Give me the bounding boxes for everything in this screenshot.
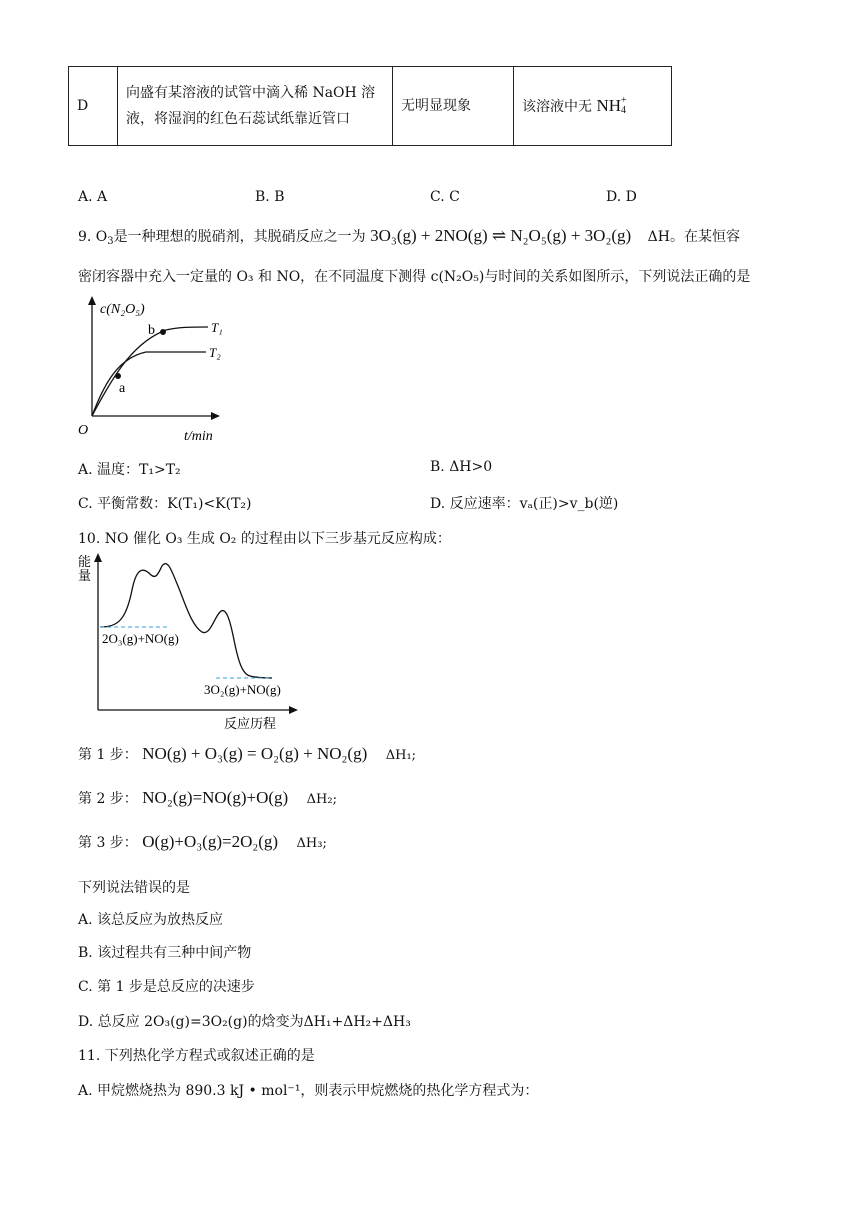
choice-b: B. B (255, 189, 285, 205)
operation-line-1: 向盛有某溶液的试管中滴入稀 NaOH 溶 (126, 85, 376, 101)
choice-c: C. C (430, 189, 460, 205)
y-label-2: 量 (78, 568, 92, 583)
step-1: 第 1 步： NO(g) + O₃(g) = O₂(g) + NO₂(g) ΔH₁; (78, 744, 417, 763)
x-axis-arrow (289, 706, 298, 714)
point-b (160, 329, 166, 335)
q10-option-d: D. 总反应 2O₃(g)=3O₂(g)的焓变为ΔH₁+ΔH₂+ΔH₃ (78, 1014, 411, 1030)
options-table (68, 66, 672, 146)
step-2: 第 2 步： NO₂(g)=NO(g)+O(g) ΔH₂; (78, 788, 337, 807)
operation-line-2: 液，将湿润的红色石蕊试纸靠近管口 (126, 111, 350, 127)
curve-t1 (92, 327, 208, 416)
conclusion-text: 该溶液中无 (522, 98, 592, 115)
choice-a: A. A (78, 189, 108, 205)
operation-cell (118, 67, 393, 146)
end-label: 3O₂(g)+NO(g) (204, 682, 281, 697)
q10-option-a: A. 该总反应为放热反应 (78, 912, 224, 928)
x-label: 反应历程 (224, 716, 277, 731)
t1-label: T₁ (211, 320, 223, 335)
curve-t2 (92, 352, 206, 416)
q10-option-b: B. 该过程共有三种中间产物 (78, 945, 252, 961)
q10-option-c: C. 第 1 步是总反应的决速步 (78, 979, 255, 995)
point-a-label: a (119, 381, 126, 396)
start-label: 2O₃(g)+NO(g) (102, 631, 179, 646)
q9-option-d: D. 反应速率：vₐ(正)>v_b(逆) (430, 496, 619, 512)
q9-option-a: A. 温度：T₁>T₂ (78, 462, 181, 478)
y-axis-arrow (88, 296, 96, 305)
y-label: c(N₂O₅) (100, 302, 145, 317)
y-label-1: 能 (78, 554, 92, 569)
y-axis-arrow (94, 553, 102, 562)
row-label: D (69, 67, 118, 146)
q9-option-b: B. ΔH>0 (430, 459, 493, 475)
q9-concentration-graph (74, 294, 244, 446)
q9-equation: 3O₃(g) + 2NO(g) ⇌ N₂O₅(g) + 3O₂(g) (370, 226, 632, 245)
q9-delta-h: ΔH。在某恒容 (647, 229, 740, 245)
phenomenon-cell: 无明显现象 (393, 67, 514, 146)
choice-d: D. D (606, 189, 637, 205)
q11-stem: 11. 下列热化学方程式或叙述正确的是 (78, 1048, 315, 1064)
point-b-label: b (148, 323, 155, 338)
q9-stem-line-2: 密闭容器中充入一定量的 O₃ 和 NO，在不同温度下测得 c(N₂O₅)与时间的关系如图所示，下列说法正确的是 (78, 269, 751, 285)
t2-label: T₂ (209, 345, 221, 360)
q11-option-a: A. 甲烷燃烧热为 890.3 kJ • mol⁻¹，则表示甲烷燃烧的热化学方程式为： (78, 1083, 539, 1099)
origin-label: O (78, 423, 89, 438)
x-axis-arrow (211, 412, 220, 420)
q9-option-c: C. 平衡常数：K(T₁)<K(T₂) (78, 496, 252, 512)
conclusion-cell (514, 67, 672, 146)
table-row (69, 67, 672, 146)
energy-curve (100, 564, 272, 678)
q9-stem-line-1: 9. $O_3$是一种理想的脱硝剂，其脱硝反应之一为 3O₃(g) + 2NO(g) ⇌ N₂O₅(g) + 3O₂(g) ΔH。在某恒容 (78, 226, 740, 247)
x-label: t/min (184, 429, 213, 444)
ammonium-ion: NH + 4 (596, 94, 627, 116)
point-a (115, 373, 121, 379)
q10-stem: 10. NO 催化 O₃ 生成 O₂ 的过程由以下三步基元反应构成： (78, 531, 451, 547)
step-3: 第 3 步： O(g)+O₃(g)=2O₂(g) ΔH₃; (78, 832, 327, 851)
q10-energy-diagram (76, 550, 316, 732)
q10-question: 下列说法错误的是 (78, 880, 190, 896)
